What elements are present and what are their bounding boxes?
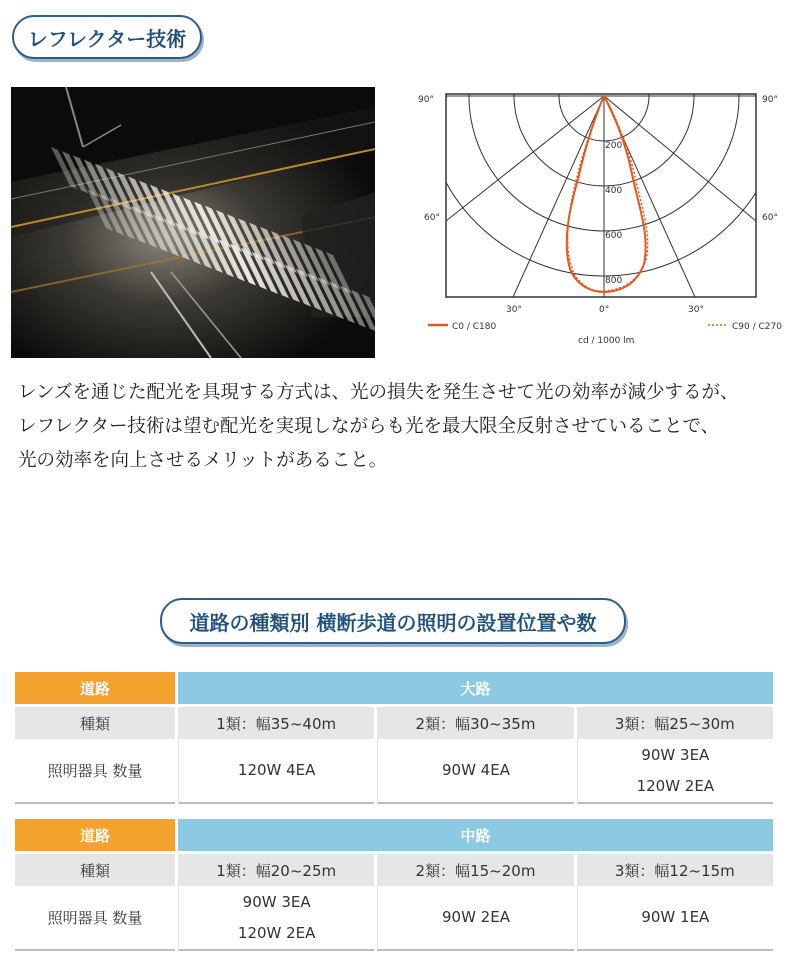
crosswalk-night-photo: [11, 87, 375, 358]
angle-label-30-right: 30°: [688, 305, 704, 315]
section-title-text: 道路の種類別 横断歩道の照明の設置位置や数: [189, 610, 597, 635]
fixture-line: 120W 2EA: [237, 923, 316, 942]
description-text: [18, 376, 804, 478]
fixture-line: 90W 1EA: [641, 908, 710, 926]
angle-label-60-right: 60°: [762, 213, 778, 223]
section-title-text: レフレクター技術: [27, 26, 187, 51]
radial-label-800: 800: [605, 276, 623, 286]
class-cell: 1類：幅35~40m: [178, 707, 374, 739]
fixture-cell: [178, 739, 374, 804]
header-road-type: 大路: [178, 672, 773, 704]
section-title-reflector: [12, 15, 202, 59]
row-label-type: 種類: [15, 707, 175, 739]
row-label-fixtures: 照明器具 数量: [15, 739, 175, 804]
header-road-type: 中路: [178, 819, 773, 851]
chart-xlabel: cd / 1000 lm: [578, 336, 635, 346]
section-title-road-lighting: [160, 598, 626, 644]
angle-label-0: 0°: [599, 305, 610, 315]
axis-60-right: [604, 96, 756, 221]
class-cell: 1類：幅20~25m: [178, 854, 374, 886]
class-cell: 2類：幅30~35m: [377, 707, 573, 739]
polar-chart-svg: [418, 84, 788, 352]
axis-60-left: [446, 96, 604, 221]
fixture-line: 90W 3EA: [242, 892, 311, 911]
chart-frame: [446, 94, 756, 297]
fixture-cell: [377, 886, 573, 951]
radial-label-600: 600: [605, 231, 623, 241]
class-cell: 3類：幅25~30m: [577, 707, 773, 739]
radial-label-400: 400: [605, 186, 623, 196]
angle-label-30-left: 30°: [506, 305, 522, 315]
fixture-line: 120W 4EA: [237, 761, 316, 779]
class-cell: 3類：幅12~15m: [577, 854, 773, 886]
angle-label-90-left: 90°: [418, 95, 434, 105]
legend-c90-label: C90 / C270: [732, 322, 782, 332]
description-line-3: 光の効率を向上させるメリットがあること。: [18, 450, 388, 471]
class-cell: 2類：幅15~20m: [377, 854, 573, 886]
radial-label-200: 200: [605, 141, 623, 151]
row-label-fixtures: 照明器具 数量: [15, 886, 175, 951]
row-label-type: 種類: [15, 854, 175, 886]
fixture-line: 120W 2EA: [636, 776, 715, 795]
description-line-1: レンズを通じた配光を具現する方式は、光の損失を発生させて光の効率が減少するが、: [18, 382, 739, 403]
light-distribution-chart: [418, 84, 788, 352]
description-line-2: レフレクター技術は望む配光を実現しながらも光を最大限全反射させていることで、: [18, 416, 720, 437]
legend-c0-label: C0 / C180: [452, 322, 497, 332]
fixture-cell: [577, 739, 773, 804]
fixture-line: 90W 3EA: [641, 745, 710, 764]
header-road-label: 道路: [15, 819, 175, 851]
fixture-line: 90W 2EA: [442, 908, 510, 926]
angle-label-60-left: 60°: [424, 213, 440, 223]
fixture-cell: [178, 886, 374, 951]
axis-30-left: [513, 96, 604, 297]
fixture-cell: [377, 739, 573, 804]
spec-table-large-road: [12, 672, 776, 804]
fixture-cell: [577, 886, 773, 951]
angle-label-90-right: 90°: [762, 95, 778, 105]
header-road-label: 道路: [15, 672, 175, 704]
spec-table-medium-road: [12, 819, 776, 951]
fixture-line: 90W 4EA: [442, 761, 510, 779]
